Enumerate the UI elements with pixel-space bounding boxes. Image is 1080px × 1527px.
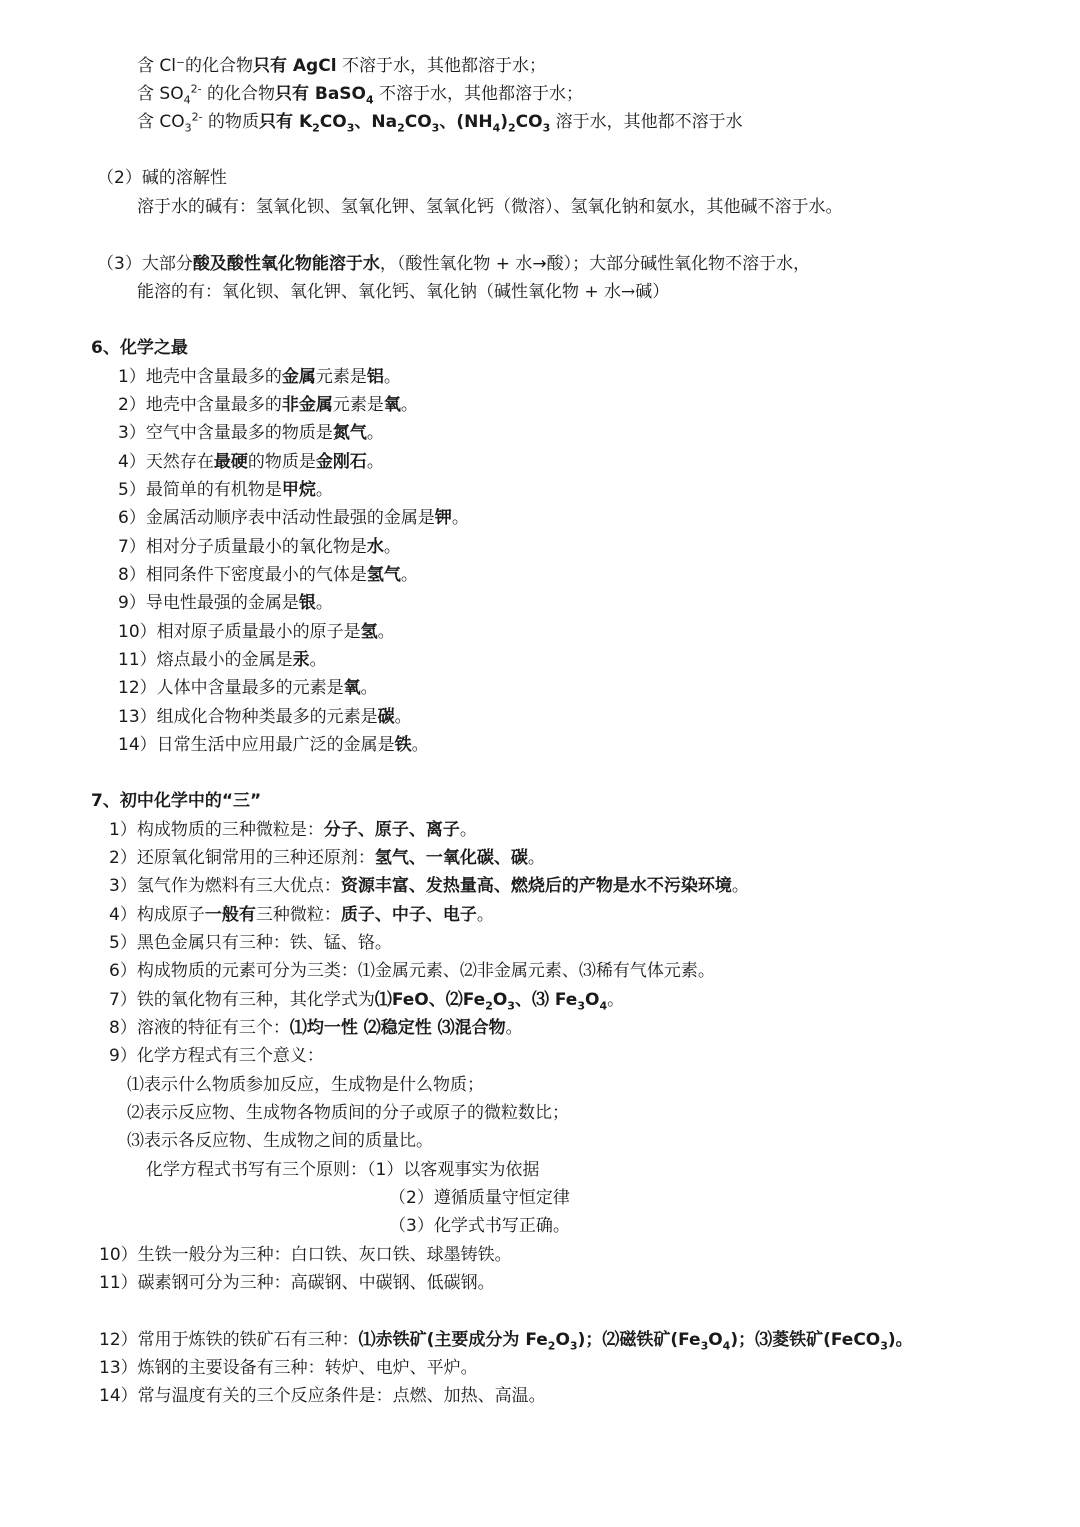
text-run: 8）相同条件下密度最小的气体是 xyxy=(118,565,367,585)
text-run: 3 xyxy=(542,121,551,135)
text-run: 。 xyxy=(411,735,429,755)
text-run: 14）常与温度有关的三个反应条件是：点燃、加热、高温。 xyxy=(99,1386,546,1406)
list-item xyxy=(109,989,624,1011)
text-run: 11）碳素钢可分为三种：高碳钢、中碳钢、低碳钢。 xyxy=(99,1273,495,1293)
text-run: （3）大部分 xyxy=(97,254,193,274)
text-run: 。 xyxy=(731,876,749,896)
text-run: 2 xyxy=(508,121,516,135)
text-run: O xyxy=(555,1330,570,1350)
text-run: 6）构成物质的元素可分为三类：⑴金属元素、⑵非金属元素、⑶稀有气体元素。 xyxy=(109,961,715,981)
text-run: 4）构成原子 xyxy=(109,905,205,925)
text-run: 3 xyxy=(184,121,192,135)
text-run: 化学方程式书写有三个原则：（1）以客观事实为依据 xyxy=(146,1160,540,1180)
line-alkali xyxy=(137,196,843,218)
text-run: 。 xyxy=(360,678,378,698)
text-run: 。 xyxy=(383,367,401,387)
text-run: 钾 xyxy=(434,508,452,528)
text-run: 6）金属活动顺序表中活动性最强的金属是 xyxy=(118,508,435,528)
text-run: 。 xyxy=(377,622,395,642)
text-run: 2 xyxy=(485,999,493,1013)
text-run: 12）人体中含量最多的元素是 xyxy=(118,678,344,698)
list-item xyxy=(118,479,333,501)
text-run: 3 xyxy=(577,999,585,1013)
text-run: （2）碱的溶解性 xyxy=(97,168,227,188)
text-run: 氢气、一氧化碳、碳 xyxy=(374,848,528,868)
text-run: 。 xyxy=(459,820,477,840)
text-run: 2）地壳中含量最多的 xyxy=(118,395,282,415)
text-run: ⑵表示反应物、生成物各物质间的分子或原子的微粒数比； xyxy=(127,1103,569,1123)
text-run: ，（酸性氧化物 + 水→酸）；大部分碱性氧化物不溶于水， xyxy=(379,254,811,274)
list-item xyxy=(109,847,545,869)
section-acid-oxides xyxy=(97,253,810,275)
equation-principle-3 xyxy=(389,1215,570,1237)
list-item xyxy=(118,451,384,473)
text-run: 7）相对分子质量最小的氧化物是 xyxy=(118,537,367,557)
text-run: 含 SO xyxy=(137,84,184,104)
list-item xyxy=(118,536,401,558)
sub-item xyxy=(127,1074,484,1096)
heading-chemistry-superlatives xyxy=(91,337,188,359)
text-run: 。 xyxy=(400,565,418,585)
sub-item xyxy=(127,1102,569,1124)
text-run: 。 xyxy=(309,650,327,670)
list-item xyxy=(109,960,715,982)
text-run: 3 xyxy=(569,1339,578,1353)
text-run: ⑴均一性 ⑵稳定性 ⑶混合物 xyxy=(289,1018,506,1038)
text-run: 氧化钡、氧化钾、氧化钙、氧化钠（碱性氧化物 + 水→碱） xyxy=(222,282,670,302)
text-run: 一般有 xyxy=(204,905,256,925)
text-run: 氢 xyxy=(360,622,378,642)
text-run: 。 xyxy=(451,508,469,528)
text-run: 14）日常生活中应用最广泛的金属是 xyxy=(118,735,395,755)
text-run: 。 xyxy=(400,395,418,415)
text-run: 12）常用于炼铁的铁矿石有三种： xyxy=(99,1330,359,1350)
sub-item xyxy=(127,1130,433,1152)
text-run: 。 xyxy=(527,848,545,868)
text-run: 氧 xyxy=(383,395,401,415)
line-3 xyxy=(137,111,743,133)
text-run: 2- xyxy=(191,110,203,124)
text-run: 。 xyxy=(505,1018,523,1038)
text-run: 3 xyxy=(431,121,440,135)
text-run: 不溶于水，其他都溶于水； xyxy=(373,84,584,104)
text-run: 氢气 xyxy=(366,565,401,585)
text-run: 碳 xyxy=(377,707,395,727)
text-run: 三种微粒： xyxy=(255,905,341,925)
list-item xyxy=(118,564,418,586)
text-run: 、⑶ Fe xyxy=(514,990,578,1010)
text-run: 9）导电性最强的金属是 xyxy=(118,593,299,613)
list-item xyxy=(118,706,412,728)
text-run: 4 xyxy=(492,121,501,135)
list-item xyxy=(99,1357,478,1379)
text-run: 。 xyxy=(394,707,412,727)
text-run: ⑴表示什么物质参加反应，生成物是什么物质； xyxy=(127,1075,484,1095)
list-item xyxy=(109,904,494,926)
text-run: 2 xyxy=(312,121,320,135)
text-run: 。 xyxy=(366,452,384,472)
text-run: 13）炼钢的主要设备有三种：转炉、电炉、平炉。 xyxy=(99,1358,478,1378)
text-run: 9）化学方程式有三个意义： xyxy=(109,1046,324,1066)
heading-threes xyxy=(91,790,261,812)
text-run: 3 xyxy=(507,999,515,1013)
text-run: CO xyxy=(515,112,543,132)
text-run: 11）熔点最小的金属是 xyxy=(118,650,293,670)
text-run: 金刚石 xyxy=(315,452,367,472)
list-item xyxy=(99,1244,512,1266)
text-run: 不溶于水，其他都溶于水； xyxy=(336,56,546,76)
text-run: 金属 xyxy=(281,367,316,387)
text-run: （3）化学式书写正确。 xyxy=(389,1216,570,1236)
text-run: 4 xyxy=(599,999,608,1013)
text-run: 铁 xyxy=(394,735,412,755)
text-run: 氢氧化钡、氢氧化钾、氢氧化钙（微溶）、氢氧化钠和氨水 xyxy=(256,197,690,217)
text-run: 2）还原氧化铜常用的三种还原剂： xyxy=(109,848,375,868)
text-run: 水 xyxy=(366,537,384,557)
list-item xyxy=(109,875,749,897)
list-item xyxy=(118,649,327,671)
text-run: 5）黑色金属只有三种：铁、锰、铬。 xyxy=(109,933,392,953)
text-run: 1）地壳中含量最多的 xyxy=(118,367,282,387)
text-run: 2- xyxy=(190,82,202,96)
text-run: 8）溶液的特征有三个： xyxy=(109,1018,290,1038)
text-run: 的物质是 xyxy=(247,452,316,472)
text-run: 3 xyxy=(700,1339,709,1353)
text-run: 银 xyxy=(298,593,316,613)
text-run: ⑴赤铁矿(主要成分为 Fe xyxy=(358,1330,548,1350)
line-2 xyxy=(137,83,583,105)
text-run: CO xyxy=(404,112,432,132)
text-run: 只有 K xyxy=(259,112,313,132)
text-run: 的化合物 xyxy=(201,84,275,104)
text-run: 2 xyxy=(397,121,405,135)
text-run: 7）铁的氧化物有三种，其化学式为 xyxy=(109,990,375,1010)
text-run: 氧 xyxy=(343,678,361,698)
text-run: 3）空气中含量最多的物质是 xyxy=(118,423,333,443)
text-run: 溶于水的碱有： xyxy=(137,197,256,217)
text-run: O xyxy=(584,990,600,1010)
section-alkali-solubility xyxy=(97,167,227,189)
list-item xyxy=(118,592,333,614)
text-run: 1）构成物质的三种微粒是： xyxy=(109,820,324,840)
text-run: 非金属 xyxy=(281,395,333,415)
text-run: 10）生铁一般分为三种：白口铁、灰口铁、球墨铸铁。 xyxy=(99,1245,512,1265)
text-run: 4）天然存在 xyxy=(118,452,214,472)
text-run: 。 xyxy=(383,537,401,557)
text-run: 溶于水，其他都不溶于水 xyxy=(550,112,743,132)
equation-principles xyxy=(146,1159,539,1181)
text-run: )；⑶菱铁矿(FeCO xyxy=(730,1330,881,1350)
line-basic-oxides xyxy=(137,281,669,303)
text-run: 含 CO xyxy=(137,112,185,132)
list-item xyxy=(118,366,401,388)
list-item xyxy=(109,1045,324,1067)
text-run: 只有 AgCl xyxy=(252,56,337,76)
text-run: 甲烷 xyxy=(281,480,316,500)
text-run: ⑶表示各反应物、生成物之间的质量比。 xyxy=(127,1131,433,1151)
text-run: 、(NH xyxy=(439,112,493,132)
text-run: 最硬 xyxy=(213,452,248,472)
text-run: 元素是 xyxy=(315,367,367,387)
equation-principle-2 xyxy=(389,1187,570,1209)
text-run: 酸及酸性氧化物能溶于水 xyxy=(192,254,380,274)
text-run: ⑴FeO、⑵Fe xyxy=(374,990,486,1010)
text-run: 4 xyxy=(366,93,374,107)
text-run: 6、化学之最 xyxy=(91,338,188,358)
text-run: ，其他碱不溶于水。 xyxy=(689,197,843,217)
text-run: 资源丰富、发热量高、燃烧后的产物是水不污染环境 xyxy=(340,876,732,896)
text-run: 、Na xyxy=(354,112,398,132)
text-run: 2 xyxy=(547,1339,556,1353)
text-run: 只有 BaSO xyxy=(274,84,366,104)
text-run: 4 xyxy=(183,93,191,107)
text-run: 3 xyxy=(880,1339,888,1353)
text-run: 汞 xyxy=(292,650,310,670)
list-item xyxy=(118,734,429,756)
list-item xyxy=(109,1017,523,1039)
text-run: 10）相对原子质量最小的原子是 xyxy=(118,622,361,642)
text-run: 铝 xyxy=(366,367,384,387)
text-run: 。 xyxy=(476,905,494,925)
text-run: )；⑵磁铁矿(Fe xyxy=(577,1330,701,1350)
line-1 xyxy=(137,55,546,77)
text-run: 13）组成化合物种类最多的元素是 xyxy=(118,707,378,727)
list-item xyxy=(109,819,477,841)
list-item xyxy=(99,1385,546,1407)
text-run: )。 xyxy=(887,1330,913,1350)
text-run: 。 xyxy=(315,480,333,500)
text-run: 。 xyxy=(315,593,333,613)
list-item xyxy=(118,394,418,416)
text-run: 4 xyxy=(722,1339,731,1353)
text-run: 元素是 xyxy=(332,395,384,415)
text-run: 5）最简单的有机物是 xyxy=(118,480,282,500)
text-run: 含 Cl⁻的化合物 xyxy=(137,56,253,76)
text-run: 。 xyxy=(366,423,384,443)
list-item xyxy=(99,1329,913,1351)
text-run: 分子、原子、离子 xyxy=(323,820,460,840)
text-run: 7、初中化学中的“三” xyxy=(91,791,262,811)
text-run: 质子、中子、电子 xyxy=(340,905,477,925)
list-item xyxy=(118,422,384,444)
text-run: 。 xyxy=(607,990,625,1010)
text-run: 氮气 xyxy=(332,423,367,443)
text-run: CO xyxy=(319,112,347,132)
text-run: 3）氢气作为燃料有三大优点： xyxy=(109,876,341,896)
text-run: ) xyxy=(500,112,508,132)
text-run: O xyxy=(708,1330,723,1350)
text-run: 的物质 xyxy=(202,112,260,132)
list-item xyxy=(99,1272,495,1294)
text-run: 能溶的有： xyxy=(137,282,222,302)
text-run: 3 xyxy=(346,121,355,135)
text-run: O xyxy=(492,990,508,1010)
list-item xyxy=(109,932,392,954)
text-run: （2）遵循质量守恒定律 xyxy=(389,1188,570,1208)
list-item xyxy=(118,507,469,529)
list-item xyxy=(118,677,378,699)
list-item xyxy=(118,621,395,643)
